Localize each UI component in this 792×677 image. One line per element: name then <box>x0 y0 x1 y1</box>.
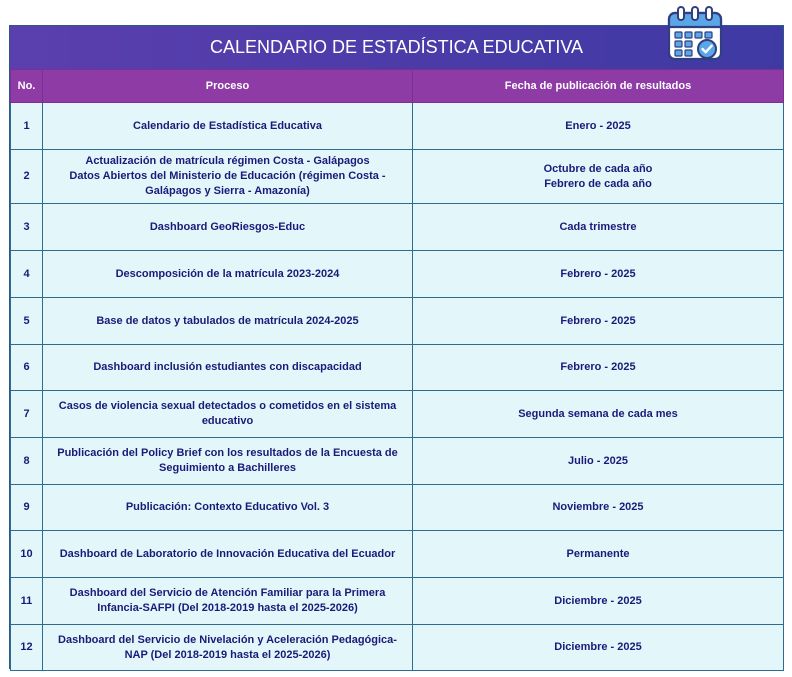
table-row <box>11 345 784 391</box>
row-fecha: Enero - 2025 <box>413 103 784 150</box>
row-number: 4 <box>11 251 43 298</box>
table-row <box>11 391 784 438</box>
header-fecha: Fecha de publicación de resultados <box>413 70 784 103</box>
header-proceso: Proceso <box>43 70 413 103</box>
row-number: 3 <box>11 204 43 251</box>
row-proceso: Dashboard del Servicio de Nivelación y Aceleración Pedagógica-NAP (Del 2018-2019 hasta el 2025-2026) <box>43 625 413 671</box>
row-proceso: Descomposición de la matrícula 2023-2024 <box>43 251 413 298</box>
row-proceso: Base de datos y tabulados de matrícula 2024-2025 <box>43 298 413 345</box>
table-header-row <box>11 70 784 103</box>
row-number: 5 <box>11 298 43 345</box>
row-proceso: Dashboard inclusión estudiantes con discapacidad <box>43 345 413 391</box>
row-proceso: Publicación: Contexto Educativo Vol. 3 <box>43 485 413 531</box>
table-row <box>11 578 784 625</box>
statistics-calendar-table <box>10 69 784 671</box>
row-number: 6 <box>11 345 43 391</box>
row-proceso: Publicación del Policy Brief con los resultados de la Encuesta de Seguimiento a Bachilleres <box>43 438 413 485</box>
page-title: CALENDARIO DE ESTADÍSTICA EDUCATIVA <box>10 26 783 69</box>
row-proceso: Actualización de matrícula régimen Costa - Galápagos Datos Abiertos del Ministerio de Educación (régimen Costa - Galápagos y Sierra - Amazonía) <box>43 150 413 204</box>
row-fecha: Permanente <box>413 531 784 578</box>
row-number: 8 <box>11 438 43 485</box>
row-fecha: Segunda semana de cada mes <box>413 391 784 438</box>
row-number: 2 <box>11 150 43 204</box>
row-proceso: Dashboard del Servicio de Atención Familiar para la Primera Infancia-SAFPI (Del 2018-2019 hasta el 2025-2026) <box>43 578 413 625</box>
row-proceso: Calendario de Estadística Educativa <box>43 103 413 150</box>
table-row <box>11 150 784 204</box>
row-number: 9 <box>11 485 43 531</box>
row-fecha: Cada trimestre <box>413 204 784 251</box>
calendar-check-icon <box>666 5 724 63</box>
row-number: 1 <box>11 103 43 150</box>
row-number: 10 <box>11 531 43 578</box>
row-proceso: Casos de violencia sexual detectados o cometidos en el sistema educativo <box>43 391 413 438</box>
row-fecha: Julio - 2025 <box>413 438 784 485</box>
row-number: 11 <box>11 578 43 625</box>
table-row <box>11 438 784 485</box>
row-fecha: Octubre de cada año Febrero de cada año <box>413 150 784 204</box>
table-row <box>11 298 784 345</box>
table-row <box>11 204 784 251</box>
table-row <box>11 625 784 671</box>
row-proceso: Dashboard GeoRiesgos-Educ <box>43 204 413 251</box>
row-fecha: Febrero - 2025 <box>413 251 784 298</box>
row-fecha: Noviembre - 2025 <box>413 485 784 531</box>
table-row <box>11 251 784 298</box>
row-fecha: Diciembre - 2025 <box>413 578 784 625</box>
table-row <box>11 531 784 578</box>
row-proceso: Dashboard de Laboratorio de Innovación Educativa del Ecuador <box>43 531 413 578</box>
row-fecha: Febrero - 2025 <box>413 345 784 391</box>
row-fecha: Febrero - 2025 <box>413 298 784 345</box>
table-row <box>11 103 784 150</box>
row-number: 12 <box>11 625 43 671</box>
header-no: No. <box>11 70 43 103</box>
table-row <box>11 485 784 531</box>
row-fecha: Diciembre - 2025 <box>413 625 784 671</box>
row-number: 7 <box>11 391 43 438</box>
